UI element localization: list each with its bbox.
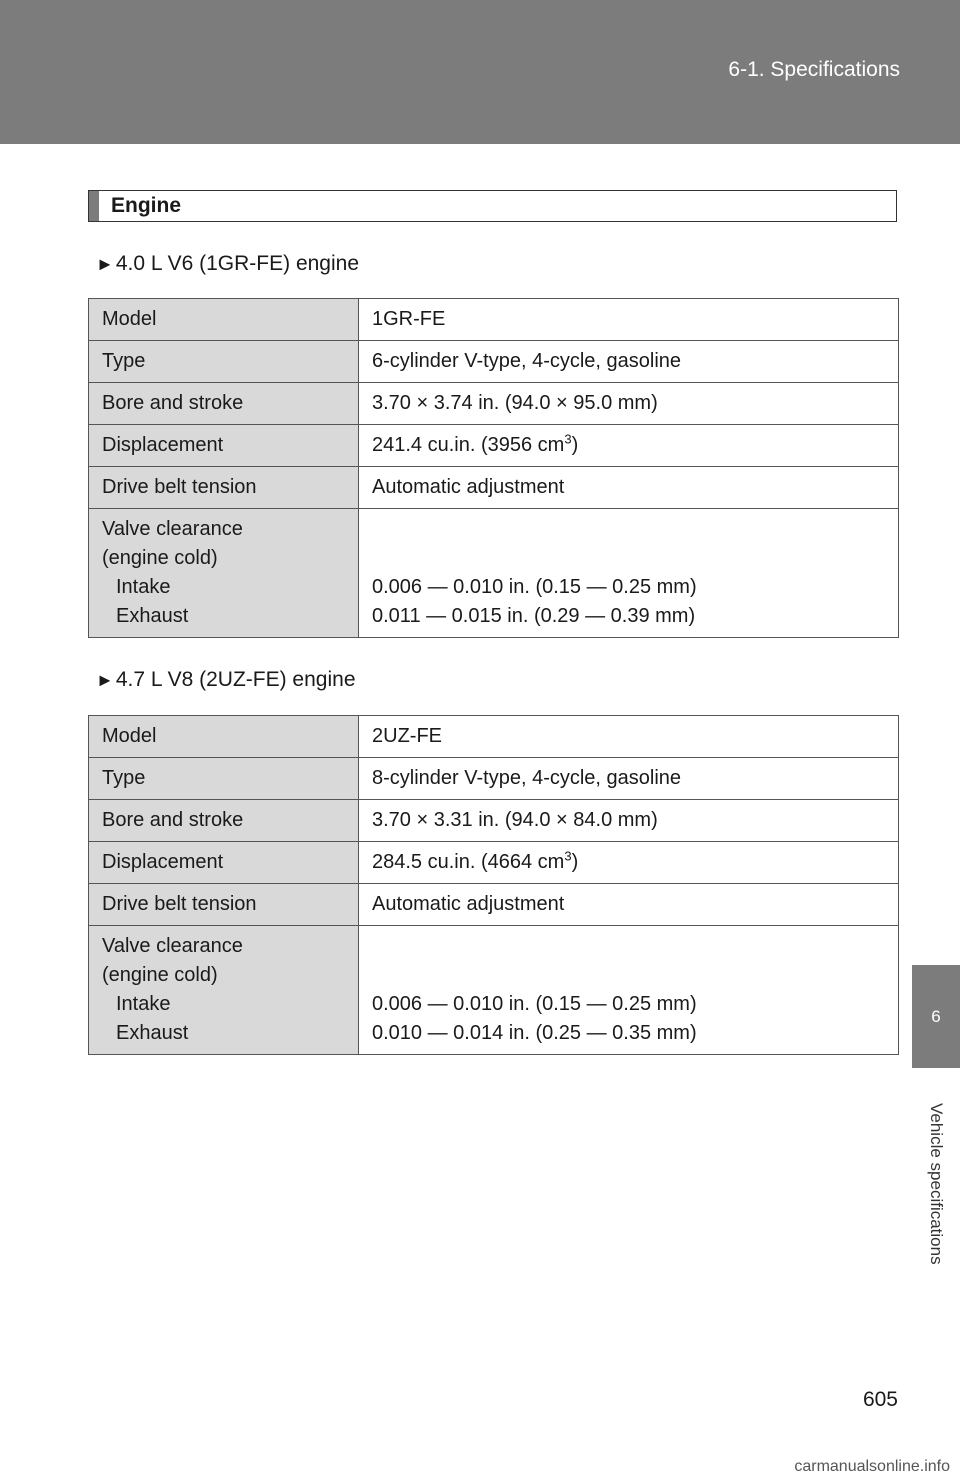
spacer <box>372 515 885 573</box>
row-label: Displacement <box>89 425 359 467</box>
row-label: Type <box>89 341 359 383</box>
exhaust-value: 0.011 — 0.015 in. (0.29 — 0.39 mm) <box>372 605 696 627</box>
row-label: Bore and stroke <box>89 383 359 425</box>
header-band <box>0 0 960 144</box>
table-row <box>89 299 899 341</box>
valve-label-line2: (engine cold) <box>102 964 218 986</box>
section-heading-bar <box>89 191 99 221</box>
table-row <box>89 884 899 926</box>
superscript: 3 <box>564 848 572 864</box>
row-value <box>359 509 899 638</box>
displacement-main: 284.5 cu.in. (4664 cm <box>372 851 565 873</box>
valve-label-line1: Valve clearance <box>102 935 243 957</box>
exhaust-label: Exhaust <box>116 1022 189 1044</box>
row-label: Type <box>89 758 359 800</box>
intake-label: Intake <box>116 993 171 1015</box>
intake-value: 0.006 — 0.010 in. (0.15 — 0.25 mm) <box>372 993 697 1015</box>
spec-table <box>88 298 899 638</box>
row-label: Model <box>89 716 359 758</box>
side-tab-label <box>912 1068 960 1300</box>
displacement-close: ) <box>571 851 579 873</box>
spec-table <box>88 715 899 1055</box>
row-value <box>359 842 899 884</box>
table-row <box>89 716 899 758</box>
watermark: carmanualsonline.info <box>794 1458 950 1475</box>
table-row <box>89 467 899 509</box>
engine-heading-text: 4.7 L V8 (2UZ-FE) engine <box>115 668 356 691</box>
row-label: Drive belt tension <box>89 884 359 926</box>
table-row <box>89 926 899 1055</box>
exhaust-label: Exhaust <box>116 605 189 627</box>
row-value: 3.70 × 3.74 in. (94.0 × 95.0 mm) <box>359 383 899 425</box>
row-value: 2UZ-FE <box>359 716 899 758</box>
row-label: Model <box>89 299 359 341</box>
section-heading <box>88 190 897 222</box>
table-row <box>89 842 899 884</box>
table-row <box>89 509 899 638</box>
triangle-bullet-icon: ► <box>96 254 114 274</box>
engine-heading <box>96 668 356 692</box>
row-value: Automatic adjustment <box>359 884 899 926</box>
chapter-title: 6-1. Specifications <box>728 58 900 81</box>
triangle-bullet-icon: ► <box>96 670 114 690</box>
row-label: Bore and stroke <box>89 800 359 842</box>
row-label: Drive belt tension <box>89 467 359 509</box>
row-value: Automatic adjustment <box>359 467 899 509</box>
side-tab-number <box>912 965 960 1068</box>
table-row <box>89 383 899 425</box>
intake-value: 0.006 — 0.010 in. (0.15 — 0.25 mm) <box>372 576 697 598</box>
superscript: 3 <box>564 431 572 447</box>
row-value <box>359 425 899 467</box>
row-value: 8-cylinder V-type, 4-cycle, gasoline <box>359 758 899 800</box>
row-label <box>89 926 359 1055</box>
section-title: Engine <box>111 194 182 217</box>
engine-heading <box>96 252 359 276</box>
engine-heading-text: 4.0 L V6 (1GR-FE) engine <box>115 252 359 275</box>
side-tab-number-text: 6 <box>931 1006 941 1026</box>
spacer <box>372 932 885 990</box>
table-row <box>89 758 899 800</box>
row-label <box>89 509 359 638</box>
table-row <box>89 800 899 842</box>
valve-label-line1: Valve clearance <box>102 518 243 540</box>
table-row <box>89 425 899 467</box>
side-tab-label-text: Vehicle specifications <box>927 1103 946 1265</box>
valve-label-line2: (engine cold) <box>102 547 218 569</box>
row-value <box>359 926 899 1055</box>
page-number: 605 <box>862 1388 898 1411</box>
row-label: Displacement <box>89 842 359 884</box>
row-value: 3.70 × 3.31 in. (94.0 × 84.0 mm) <box>359 800 899 842</box>
row-value: 1GR-FE <box>359 299 899 341</box>
row-value: 6-cylinder V-type, 4-cycle, gasoline <box>359 341 899 383</box>
displacement-main: 241.4 cu.in. (3956 cm <box>372 434 565 456</box>
displacement-close: ) <box>571 434 579 456</box>
exhaust-value: 0.010 — 0.014 in. (0.25 — 0.35 mm) <box>372 1022 697 1044</box>
table-row <box>89 341 899 383</box>
intake-label: Intake <box>116 576 171 598</box>
